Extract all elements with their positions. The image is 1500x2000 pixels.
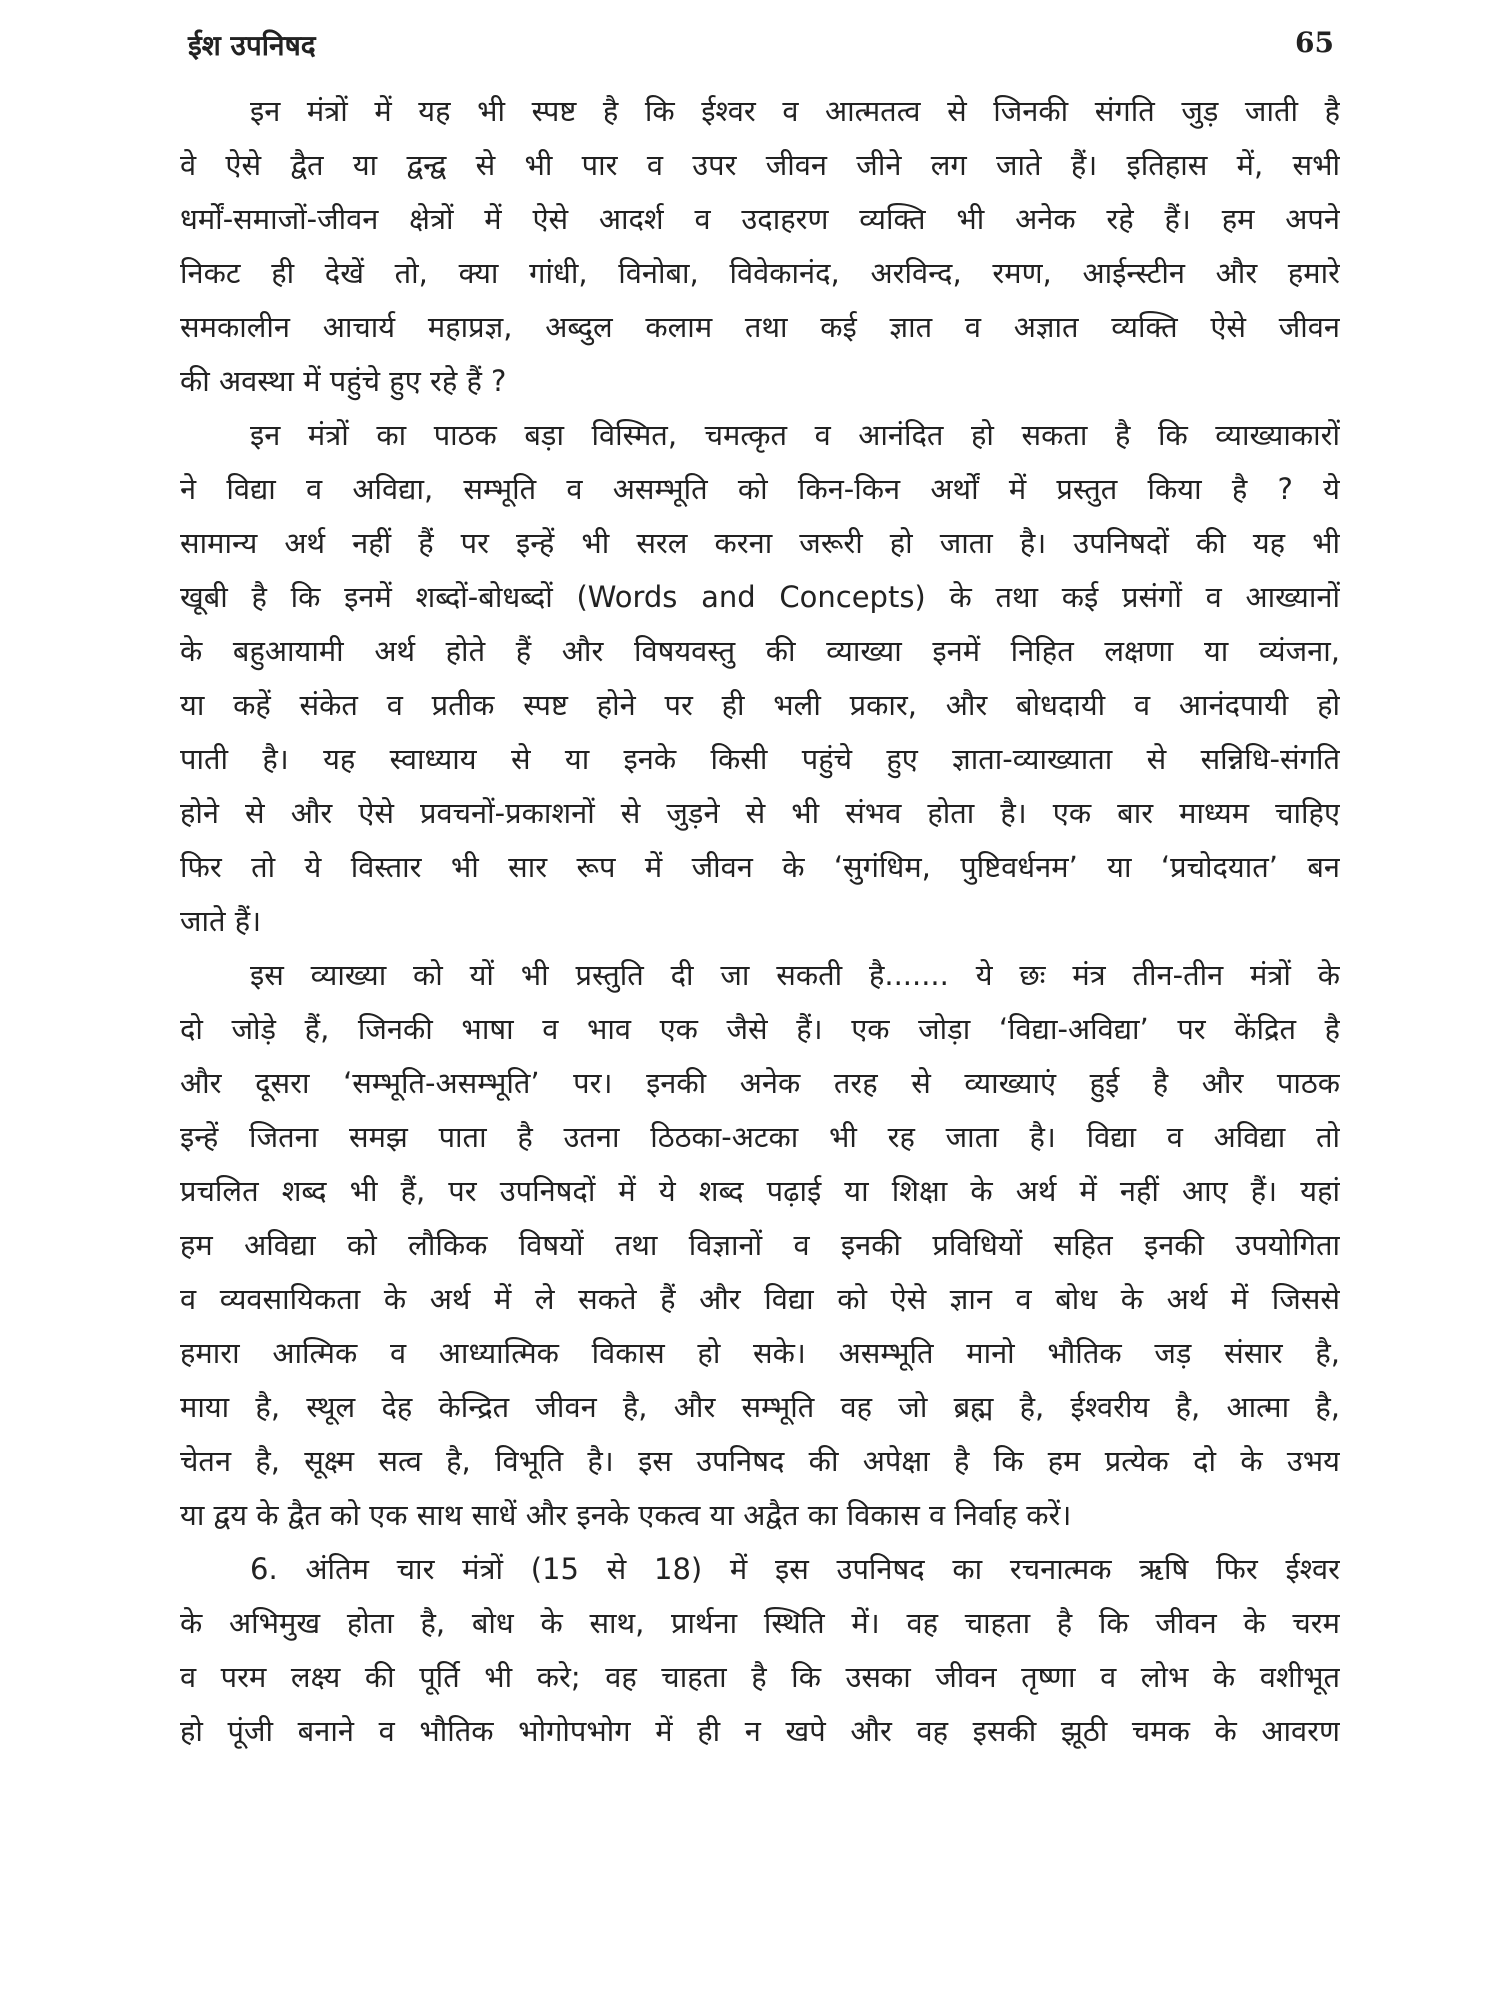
text-line: हमारा आत्मिक व आध्यात्मिक विकास हो सके। असम्भूति मानो भौतिक जड़ संसार है,: [180, 1336, 1340, 1370]
text-line: सामान्य अर्थ नहीं हैं पर इन्हें भी सरल करना जरूरी हो जाता है। उपनिषदों की यह भी: [180, 526, 1340, 560]
text-line: की अवस्था में पहुंचे हुए रहे हैं ?: [180, 364, 507, 398]
paragraph-2: [180, 408, 1340, 948]
text-line: प्रचलित शब्द भी हैं, पर उपनिषदों में ये शब्द पढ़ाई या शिक्षा के अर्थ में नहीं आए हैं। यहां: [180, 1174, 1340, 1208]
text-line: इन मंत्रों में यह भी स्पष्ट है कि ईश्वर व आत्मतत्व से जिनकी संगति जुड़ जाती है: [250, 94, 1340, 128]
text-line: पाती है। यह स्वाध्याय से या इनके किसी पहुंचे हुए ज्ञाता-व्याख्याता से सन्निधि-संगति: [180, 742, 1340, 776]
text-line: व परम लक्ष्य की पूर्ति भी करे; वह चाहता है कि उसका जीवन तृष्णा व लोभ के वशीभूत: [180, 1660, 1340, 1694]
text-line: समकालीन आचार्य महाप्रज्ञ, अब्दुल कलाम तथा कई ज्ञात व अज्ञात व्यक्ति ऐसे जीवन: [180, 310, 1340, 344]
text-line: चेतन है, सूक्ष्म सत्व है, विभूति है। इस उपनिषद की अपेक्षा है कि हम प्रत्येक दो के उभय: [180, 1444, 1340, 1478]
text-line: या द्वय के द्वैत को एक साथ साधें और इनके एकत्व या अद्वैत का विकास व निर्वाह करें।: [180, 1498, 1072, 1532]
text-line: खूबी है कि इनमें शब्दों-बोधब्दों (Words and Concepts) के तथा कई प्रसंगों व आख्यानों: [180, 580, 1340, 614]
text-line: व व्यवसायिकता के अर्थ में ले सकते हैं और विद्या को ऐसे ज्ञान व बोध के अर्थ में जिससे: [180, 1282, 1340, 1316]
page-number: 65: [1295, 26, 1334, 59]
text-line: इन मंत्रों का पाठक बड़ा विस्मित, चमत्कृत व आनंदित हो सकता है कि व्याख्याकारों: [250, 418, 1340, 452]
body-text: [180, 84, 1340, 1758]
page-header: [180, 20, 1340, 70]
text-line: ने विद्या व अविद्या, सम्भूति व असम्भूति को किन-किन अर्थों में प्रस्तुत किया है ? ये: [180, 472, 1340, 506]
running-title: ईश उपनिषद: [188, 29, 316, 62]
text-line: हम अविद्या को लौकिक विषयों तथा विज्ञानों व इनकी प्रविधियों सहित इनकी उपयोगिता: [180, 1228, 1340, 1262]
text-line: और दूसरा ‘सम्भूति-असम्भूति’ पर। इनकी अनेक तरह से व्याख्याएं हुई है और पाठक: [180, 1066, 1340, 1100]
text-line: निकट ही देखें तो, क्या गांधी, विनोबा, विवेकानंद, अरविन्द, रमण, आईन्स्टीन और हमारे: [180, 256, 1340, 290]
text-line: या कहें संकेत व प्रतीक स्पष्ट होने पर ही भली प्रकार, और बोधदायी व आनंदपायी हो: [180, 688, 1340, 722]
text-line: इस व्याख्या को यों भी प्रस्तुति दी जा सकती है....... ये छः मंत्र तीन-तीन मंत्रों के: [250, 958, 1340, 992]
paragraph-1: [180, 84, 1340, 408]
text-line: माया है, स्थूल देह केन्द्रित जीवन है, और सम्भूति वह जो ब्रह्म है, ईश्वरीय है, आत्मा है,: [180, 1390, 1340, 1424]
text-line: वे ऐसे द्वैत या द्वन्द्व से भी पार व उपर जीवन जीने लग जाते हैं। इतिहास में, सभी: [180, 148, 1340, 182]
text-line: 6. अंतिम चार मंत्रों (15 से 18) में इस उपनिषद का रचनात्मक ऋषि फिर ईश्वर: [250, 1552, 1340, 1586]
text-line: के बहुआयामी अर्थ होते हैं और विषयवस्तु की व्याख्या इनमें निहित लक्षणा या व्यंजना,: [180, 634, 1340, 668]
paragraph-4: [180, 1542, 1340, 1758]
text-line: दो जोड़े हैं, जिनकी भाषा व भाव एक जैसे हैं। एक जोड़ा ‘विद्या-अविद्या’ पर केंद्रित है: [180, 1012, 1340, 1046]
book-page: [180, 20, 1340, 1980]
text-line: इन्हें जितना समझ पाता है उतना ठिठका-अटका भी रह जाता है। विद्या व अविद्या तो: [180, 1120, 1340, 1154]
text-line: फिर तो ये विस्तार भी सार रूप में जीवन के ‘सुगंधिम, पुष्टिवर्धनम’ या ‘प्रचोदयात’ बन: [180, 850, 1340, 884]
paragraph-3: [180, 948, 1340, 1542]
text-line: होने से और ऐसे प्रवचनों-प्रकाशनों से जुड़ने से भी संभव होता है। एक बार माध्यम चाहिए: [180, 796, 1340, 830]
text-line: धर्मों-समाजों-जीवन क्षेत्रों में ऐसे आदर्श व उदाहरण व्यक्ति भी अनेक रहे हैं। हम अपने: [180, 202, 1340, 236]
text-line: हो पूंजी बनाने व भौतिक भोगोपभोग में ही न खपे और वह इसकी झूठी चमक के आवरण: [180, 1714, 1340, 1748]
text-line: के अभिमुख होता है, बोध के साथ, प्रार्थना स्थिति में। वह चाहता है कि जीवन के चरम: [180, 1606, 1340, 1640]
text-line: जाते हैं।: [180, 904, 262, 938]
